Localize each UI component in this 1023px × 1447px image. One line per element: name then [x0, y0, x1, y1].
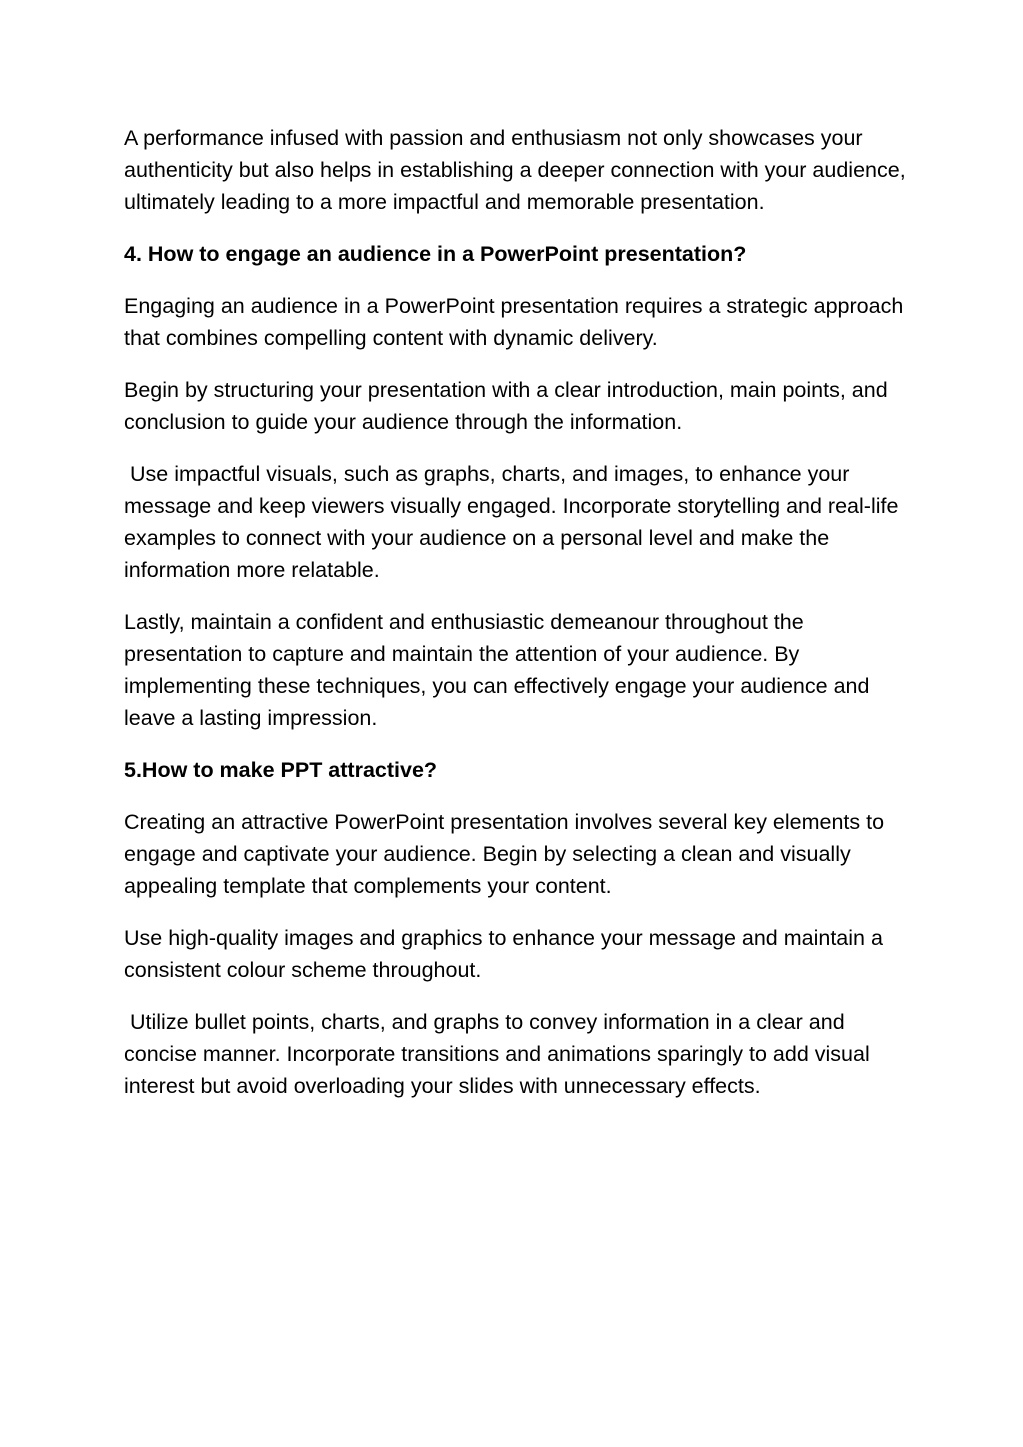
paragraph-images: Use high-quality images and graphics to enhance your message and maintain a consistent colour scheme throughout.: [124, 926, 889, 982]
paragraph-passion-conclusion: A performance infused with passion and enthusiasm not only showcases your authenticity but also helps in establishing a deeper connection with your audience, ultimately leading to a more impactful and memorable presentation.: [124, 126, 912, 214]
document-page: [124, 122, 914, 1122]
heading-engage-audience: 4. How to engage an audience in a PowerPoint presentation?: [124, 242, 747, 266]
paragraph-visuals: Use impactful visuals, such as graphs, charts, and images, to enhance your message and keep viewers visually engaged. Incorporate storytelling and real-life examples to connect with your audience on a personal level and make the information more relatable.: [124, 462, 905, 582]
heading-attractive-ppt: 5.How to make PPT attractive?: [124, 758, 438, 782]
paragraph-structure: Begin by structuring your presentation with a clear introduction, main points, and conclusion to guide your audience through the information.: [124, 378, 894, 434]
paragraph-engaging-intro: Engaging an audience in a PowerPoint presentation requires a strategic approach that combines compelling content with dynamic delivery.: [124, 294, 910, 350]
paragraph-confidence: Lastly, maintain a confident and enthusiastic demeanour throughout the presentation to capture and maintain the attention of your audience. By implementing these techniques, you can effectively engage your audience and leave a lasting impression.: [124, 610, 876, 730]
paragraph-template: Creating an attractive PowerPoint presentation involves several key elements to engage and captivate your audience. Begin by selecting a clean and visually appealing template that complements your content.: [124, 810, 891, 898]
paragraph-bullets: Utilize bullet points, charts, and graphs to convey information in a clear and concise manner. Incorporate transitions and animations sparingly to add visual interest but avoid overloading your slides with unnecessary effects.: [124, 1010, 876, 1098]
